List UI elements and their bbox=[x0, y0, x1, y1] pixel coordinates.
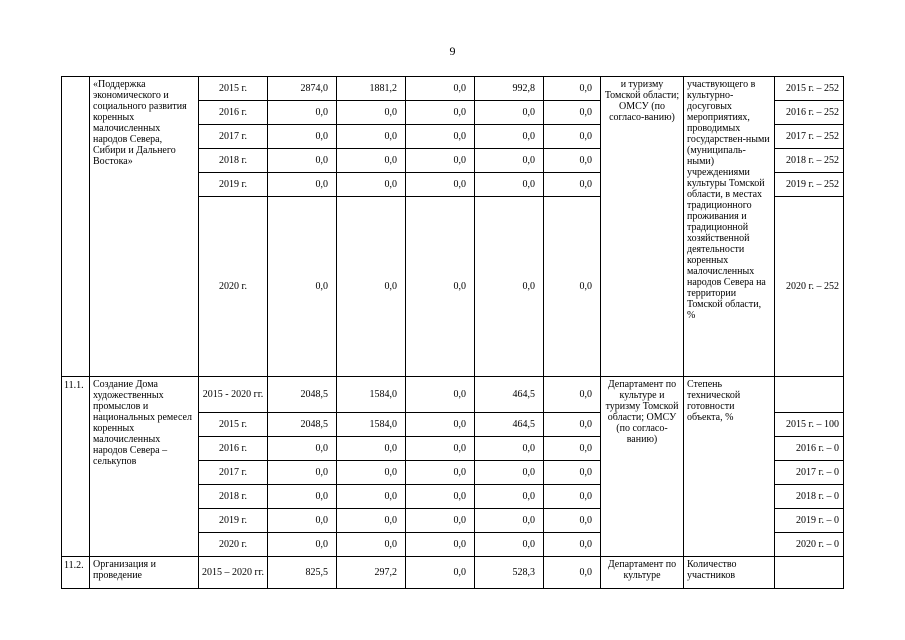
year-cell: 2018 г. bbox=[199, 485, 268, 509]
target-value bbox=[775, 377, 844, 413]
target-value: 2016 г. – 0 bbox=[775, 437, 844, 461]
year-cell: 2019 г. bbox=[199, 509, 268, 533]
value-cell: 0,0 bbox=[406, 149, 475, 173]
year-cell: 2016 г. bbox=[199, 437, 268, 461]
activity-name: Организация и проведение bbox=[90, 557, 199, 589]
value-cell: 0,0 bbox=[475, 485, 544, 509]
value-cell: 0,0 bbox=[544, 173, 601, 197]
value-cell: 0,0 bbox=[475, 509, 544, 533]
target-value: 2015 г. – 100 bbox=[775, 413, 844, 437]
year-cell: 2015 – 2020 гг. bbox=[199, 557, 268, 589]
year-cell: 2016 г. bbox=[199, 101, 268, 125]
value-cell: 0,0 bbox=[406, 377, 475, 413]
value-cell: 0,0 bbox=[544, 197, 601, 377]
value-cell: 0,0 bbox=[406, 485, 475, 509]
value-cell: 0,0 bbox=[268, 461, 337, 485]
activity-name: Создание Дома художественных промыслов и национальных ремесел коренных малочисленных народов Севера – селькупов bbox=[90, 377, 199, 557]
value-cell: 0,0 bbox=[406, 173, 475, 197]
target-value: 2016 г. – 252 bbox=[775, 101, 844, 125]
value-cell: 0,0 bbox=[337, 509, 406, 533]
value-cell: 0,0 bbox=[337, 437, 406, 461]
value-cell: 1584,0 bbox=[337, 413, 406, 437]
indicator: Количество участников bbox=[684, 557, 775, 589]
value-cell: 0,0 bbox=[475, 125, 544, 149]
value-cell: 0,0 bbox=[544, 485, 601, 509]
value-cell: 1881,2 bbox=[337, 77, 406, 101]
executor: и туризму Томской области; ОМСУ (по согласо-ванию) bbox=[601, 77, 684, 377]
value-cell: 0,0 bbox=[268, 173, 337, 197]
value-cell: 0,0 bbox=[475, 197, 544, 377]
value-cell: 992,8 bbox=[475, 77, 544, 101]
value-cell: 0,0 bbox=[406, 437, 475, 461]
value-cell: 0,0 bbox=[475, 149, 544, 173]
value-cell: 0,0 bbox=[406, 125, 475, 149]
value-cell: 0,0 bbox=[544, 461, 601, 485]
value-cell: 0,0 bbox=[475, 461, 544, 485]
year-cell: 2019 г. bbox=[199, 173, 268, 197]
table-row bbox=[62, 377, 844, 413]
row-index bbox=[62, 77, 90, 377]
page-number: 9 bbox=[449, 44, 456, 58]
target-value: 2017 г. – 252 bbox=[775, 125, 844, 149]
value-cell: 0,0 bbox=[337, 149, 406, 173]
indicator: Степень технической готовности объекта, % bbox=[684, 377, 775, 557]
value-cell: 0,0 bbox=[406, 197, 475, 377]
value-cell: 2048,5 bbox=[268, 413, 337, 437]
value-cell: 0,0 bbox=[268, 197, 337, 377]
table-row bbox=[62, 77, 844, 101]
year-cell: 2017 г. bbox=[199, 461, 268, 485]
value-cell: 0,0 bbox=[337, 485, 406, 509]
value-cell: 0,0 bbox=[337, 173, 406, 197]
value-cell: 0,0 bbox=[544, 413, 601, 437]
value-cell: 0,0 bbox=[406, 77, 475, 101]
value-cell: 0,0 bbox=[406, 101, 475, 125]
target-value: 2020 г. – 0 bbox=[775, 533, 844, 557]
value-cell: 2874,0 bbox=[268, 77, 337, 101]
value-cell: 0,0 bbox=[544, 101, 601, 125]
target-value: 2019 г. – 0 bbox=[775, 509, 844, 533]
value-cell: 0,0 bbox=[544, 149, 601, 173]
row-index: 11.2. bbox=[62, 557, 90, 589]
value-cell: 0,0 bbox=[268, 125, 337, 149]
value-cell: 0,0 bbox=[268, 485, 337, 509]
value-cell: 0,0 bbox=[475, 437, 544, 461]
value-cell: 0,0 bbox=[475, 173, 544, 197]
indicator: участвующего в культурно-досуговых мероприятиях, проводимых государствен-ными (муниципаль-ными) учреждениями культуры Томской области, в местах традиционного проживания и традиционной хозяйственной деятельности коренных малочисленных народов Севера на территории Томской области, % bbox=[684, 77, 775, 377]
value-cell: 0,0 bbox=[544, 77, 601, 101]
year-cell: 2015 г. bbox=[199, 77, 268, 101]
target-value bbox=[775, 557, 844, 589]
value-cell: 0,0 bbox=[544, 533, 601, 557]
year-cell: 2018 г. bbox=[199, 149, 268, 173]
activity-name: «Поддержка экономического и социального развития коренных малочисленных народов Севера, Сибири и Дальнего Востока» bbox=[90, 77, 199, 377]
value-cell: 0,0 bbox=[268, 437, 337, 461]
table-row bbox=[62, 557, 844, 589]
value-cell: 0,0 bbox=[406, 557, 475, 589]
value-cell: 464,5 bbox=[475, 377, 544, 413]
value-cell: 464,5 bbox=[475, 413, 544, 437]
value-cell: 0,0 bbox=[406, 509, 475, 533]
target-value: 2019 г. – 252 bbox=[775, 173, 844, 197]
value-cell: 0,0 bbox=[544, 557, 601, 589]
executor: Департамент по культуре и туризму Томской области; ОМСУ (по согласо-ванию) bbox=[601, 377, 684, 557]
year-cell: 2015 - 2020 гг. bbox=[199, 377, 268, 413]
value-cell: 297,2 bbox=[337, 557, 406, 589]
value-cell: 825,5 bbox=[268, 557, 337, 589]
target-value: 2020 г. – 252 bbox=[775, 197, 844, 377]
value-cell: 0,0 bbox=[544, 437, 601, 461]
value-cell: 0,0 bbox=[475, 101, 544, 125]
value-cell: 1584,0 bbox=[337, 377, 406, 413]
value-cell: 0,0 bbox=[337, 125, 406, 149]
value-cell: 0,0 bbox=[337, 101, 406, 125]
target-value: 2017 г. – 0 bbox=[775, 461, 844, 485]
value-cell: 0,0 bbox=[406, 413, 475, 437]
value-cell: 0,0 bbox=[544, 509, 601, 533]
value-cell: 0,0 bbox=[268, 533, 337, 557]
row-index: 11.1. bbox=[62, 377, 90, 557]
target-value: 2015 г. – 252 bbox=[775, 77, 844, 101]
value-cell: 0,0 bbox=[406, 533, 475, 557]
year-cell: 2020 г. bbox=[199, 533, 268, 557]
value-cell: 0,0 bbox=[337, 533, 406, 557]
value-cell: 0,0 bbox=[544, 377, 601, 413]
target-value: 2018 г. – 252 bbox=[775, 149, 844, 173]
year-cell: 2015 г. bbox=[199, 413, 268, 437]
executor: Департамент по культуре bbox=[601, 557, 684, 589]
value-cell: 0,0 bbox=[268, 101, 337, 125]
value-cell: 0,0 bbox=[544, 125, 601, 149]
value-cell: 0,0 bbox=[268, 509, 337, 533]
year-cell: 2017 г. bbox=[199, 125, 268, 149]
value-cell: 528,3 bbox=[475, 557, 544, 589]
value-cell: 0,0 bbox=[337, 197, 406, 377]
value-cell: 0,0 bbox=[406, 461, 475, 485]
program-table bbox=[61, 76, 844, 589]
value-cell: 0,0 bbox=[268, 149, 337, 173]
value-cell: 0,0 bbox=[337, 461, 406, 485]
target-value: 2018 г. – 0 bbox=[775, 485, 844, 509]
value-cell: 0,0 bbox=[475, 533, 544, 557]
year-cell: 2020 г. bbox=[199, 197, 268, 377]
value-cell: 2048,5 bbox=[268, 377, 337, 413]
